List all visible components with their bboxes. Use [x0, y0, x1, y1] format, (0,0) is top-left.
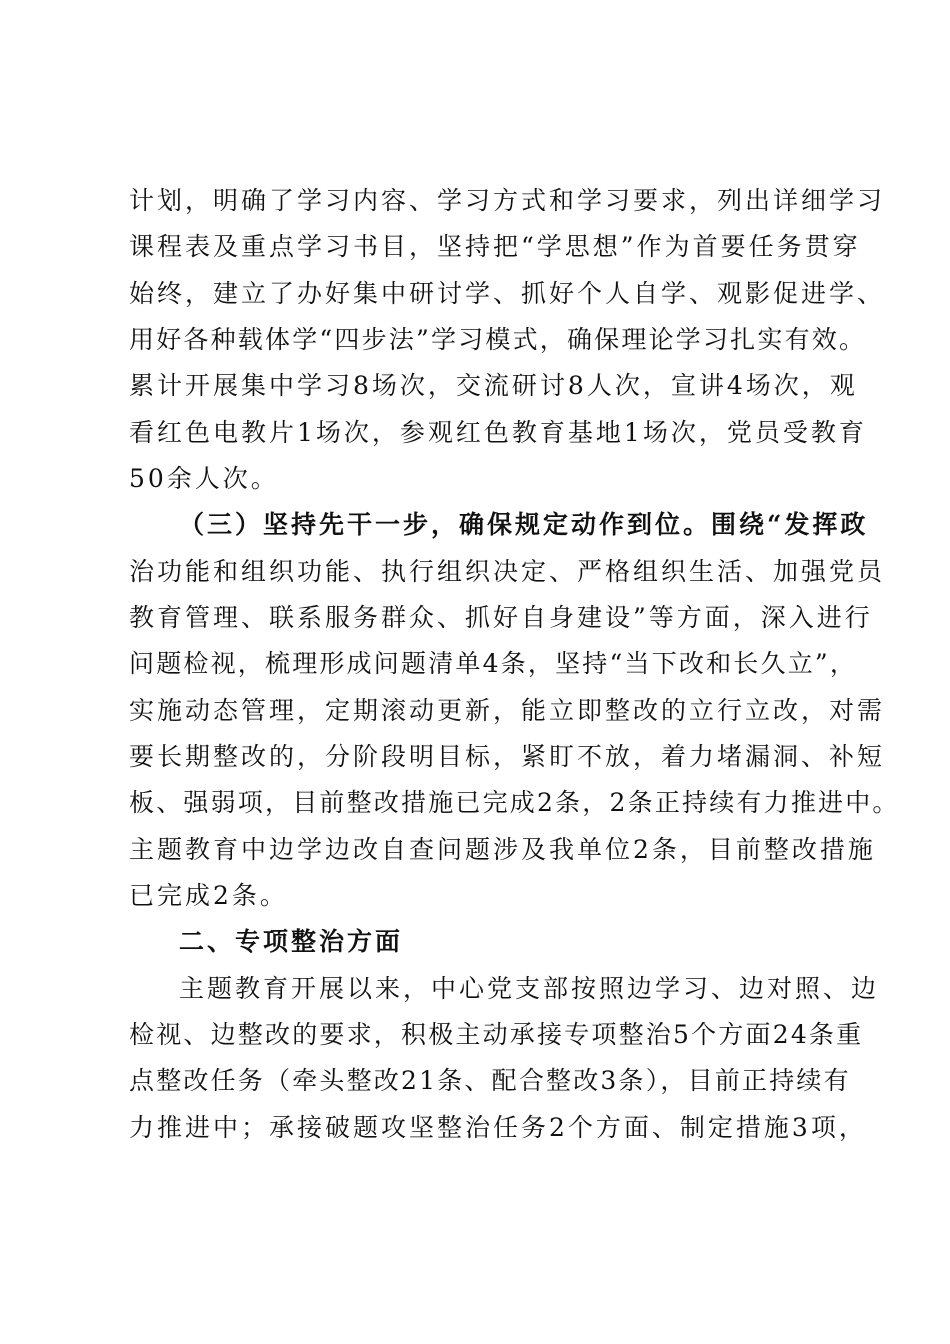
paragraph-line: 板、强弱项，目前整改措施已完成2条，2条正持续有力推进中。 — [129, 788, 900, 817]
paragraph-line: 看红色电教片1场次，参观红色教育基地1场次，党员受教育 — [129, 418, 867, 447]
paragraph-line: 实施动态管理，定期滚动更新，能立即整改的立行立改，对需 — [129, 696, 886, 725]
paragraph-line: 计划，明确了学习内容、学习方式和学习要求，列出详细学习 — [129, 186, 886, 215]
section-heading-2: 二、专项整治方面 — [179, 927, 404, 956]
paragraph-line: 已完成2条。 — [129, 881, 288, 910]
paragraph-line: 检视、边整改的要求，积极主动承接专项整治5个方面24条重 — [129, 1020, 864, 1049]
paragraph-line: 始终，建立了办好集中研讨学、抓好个人自学、观影促进学、 — [129, 279, 886, 308]
paragraph-line: 用好各种载体学“四步法”学习模式，确保理论学习扎实有效。 — [129, 325, 867, 354]
paragraph-line: 问题检视，梳理形成问题清单4条，坚持“当下改和长久立”， — [129, 649, 858, 678]
section-heading-3: （三）坚持先干一步，确保规定动作到位。围绕“发挥政 — [179, 510, 869, 539]
paragraph-line: 50余人次。 — [129, 464, 279, 493]
paragraph-line: 点整改任务（牵头整改21条、配合整改3条），目前正持续有 — [129, 1066, 851, 1095]
paragraph-line: 教育管理、联系服务群众、抓好自身建设”等方面，深入进行 — [129, 603, 873, 632]
paragraph-line: 主题教育中边学边改自查问题涉及我单位2条，目前整改措施 — [129, 835, 876, 864]
paragraph-line: 治功能和组织功能、执行组织决定、严格组织生活、加强党员 — [129, 557, 886, 586]
paragraph-line: 力推进中；承接破题攻坚整治任务2个方面、制定措施3项， — [129, 1113, 867, 1142]
paragraph-line: 要长期整改的，分阶段明目标，紧盯不放，着力堵漏洞、补短 — [129, 742, 886, 771]
paragraph-line: 主题教育开展以来，中心党支部按照边学习、边对照、边 — [179, 974, 880, 1003]
paragraph-line: 累计开展集中学习8场次，交流研讨8人次，宣讲4场次，观 — [129, 371, 858, 400]
paragraph-line: 课程表及重点学习书目，坚持把“学思想”作为首要任务贯穿 — [129, 232, 861, 261]
